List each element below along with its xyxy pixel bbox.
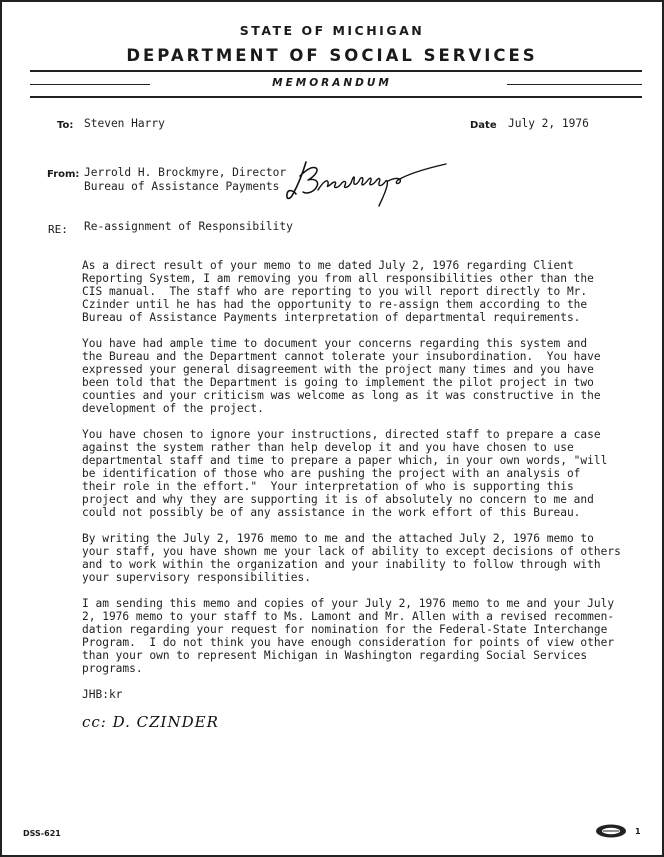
- from-line-2: Bureau of Assistance Payments: [84, 180, 280, 193]
- header-rule-top: [30, 70, 642, 72]
- body-paragraph-5: I am sending this memo and copies of your July 2, 1976 memo to me and your July 2, 1976 memo to your staff to Ms. Lamont and Mr. Allen with a revised recommen- dation regarding your request for nomination for the Federal-State Interchange Program. I do not think you have enough consideration for points of view other than your own to represent Michigan in Washington regarding Social Services programs.: [82, 597, 615, 675]
- union-bug-number: 1: [635, 826, 641, 836]
- date-value: July 2, 1976: [508, 117, 589, 130]
- from-line-1: Jerrold H. Brockmyre, Director: [84, 166, 287, 179]
- department-heading: DEPARTMENT OF SOCIAL SERVICES: [126, 46, 538, 65]
- to-label: To:: [57, 120, 74, 131]
- state-heading: STATE OF MICHIGAN: [239, 23, 425, 38]
- signature: [284, 152, 449, 210]
- body-paragraph-4: By writing the July 2, 1976 memo to me and the attached July 2, 1976 memo to your staff, you have shown me your lack of ability to except decisions of others and to work within the organization and your inability to follow through with your supervisory responsibilities.: [82, 532, 621, 584]
- to-value: Steven Harry: [84, 117, 165, 130]
- re-value: Re-assignment of Responsibility: [84, 220, 293, 233]
- memo-body: [82, 259, 642, 714]
- body-paragraph-3: You have chosen to ignore your instructions, directed staff to prepare a case against the system rather than help develop it and you have chosen to use departmental staff and time to prepare a paper which, in your own words, "will be identification of those who are pushing the project with an analysis of their role in the effort." Your interpretation of who is supporting this project and why they are supporting it is of absolutely no concern to me and could not possibly be of any assistance in the work effort of this Bureau.: [82, 428, 608, 519]
- union-bug-icon: [595, 823, 631, 839]
- header-rule-bottom: [30, 96, 642, 98]
- initials: JHB:kr: [82, 688, 123, 701]
- memorandum-title: MEMORANDUM: [272, 77, 392, 89]
- re-label: RE:: [48, 223, 68, 236]
- form-number: DSS-621: [23, 829, 61, 838]
- date-label: Date: [470, 120, 497, 131]
- body-paragraph-2: You have had ample time to document your concerns regarding this system and the Bureau and the Department cannot tolerate your insubordination. You have expressed your general disagreement with the project many times and you have been told that the Department is going to implement the pilot project in two counties and your criticism was welcome as long as it was constructive in the development of the project.: [82, 337, 601, 415]
- cc-handwritten: cc: D. CZINDER: [82, 713, 219, 731]
- body-paragraph-1: As a direct result of your memo to me dated July 2, 1976 regarding Client Reporting System, I am removing you from all responsibilities other than the CIS manual. The staff who are reporting to you will report directly to Mr. Czinder until he has had the opportunity to re-assign them according to the Bureau of Assistance Payments interpretation of departmental requirements.: [82, 259, 594, 324]
- union-bug: [595, 822, 641, 840]
- from-label: From:: [47, 169, 80, 180]
